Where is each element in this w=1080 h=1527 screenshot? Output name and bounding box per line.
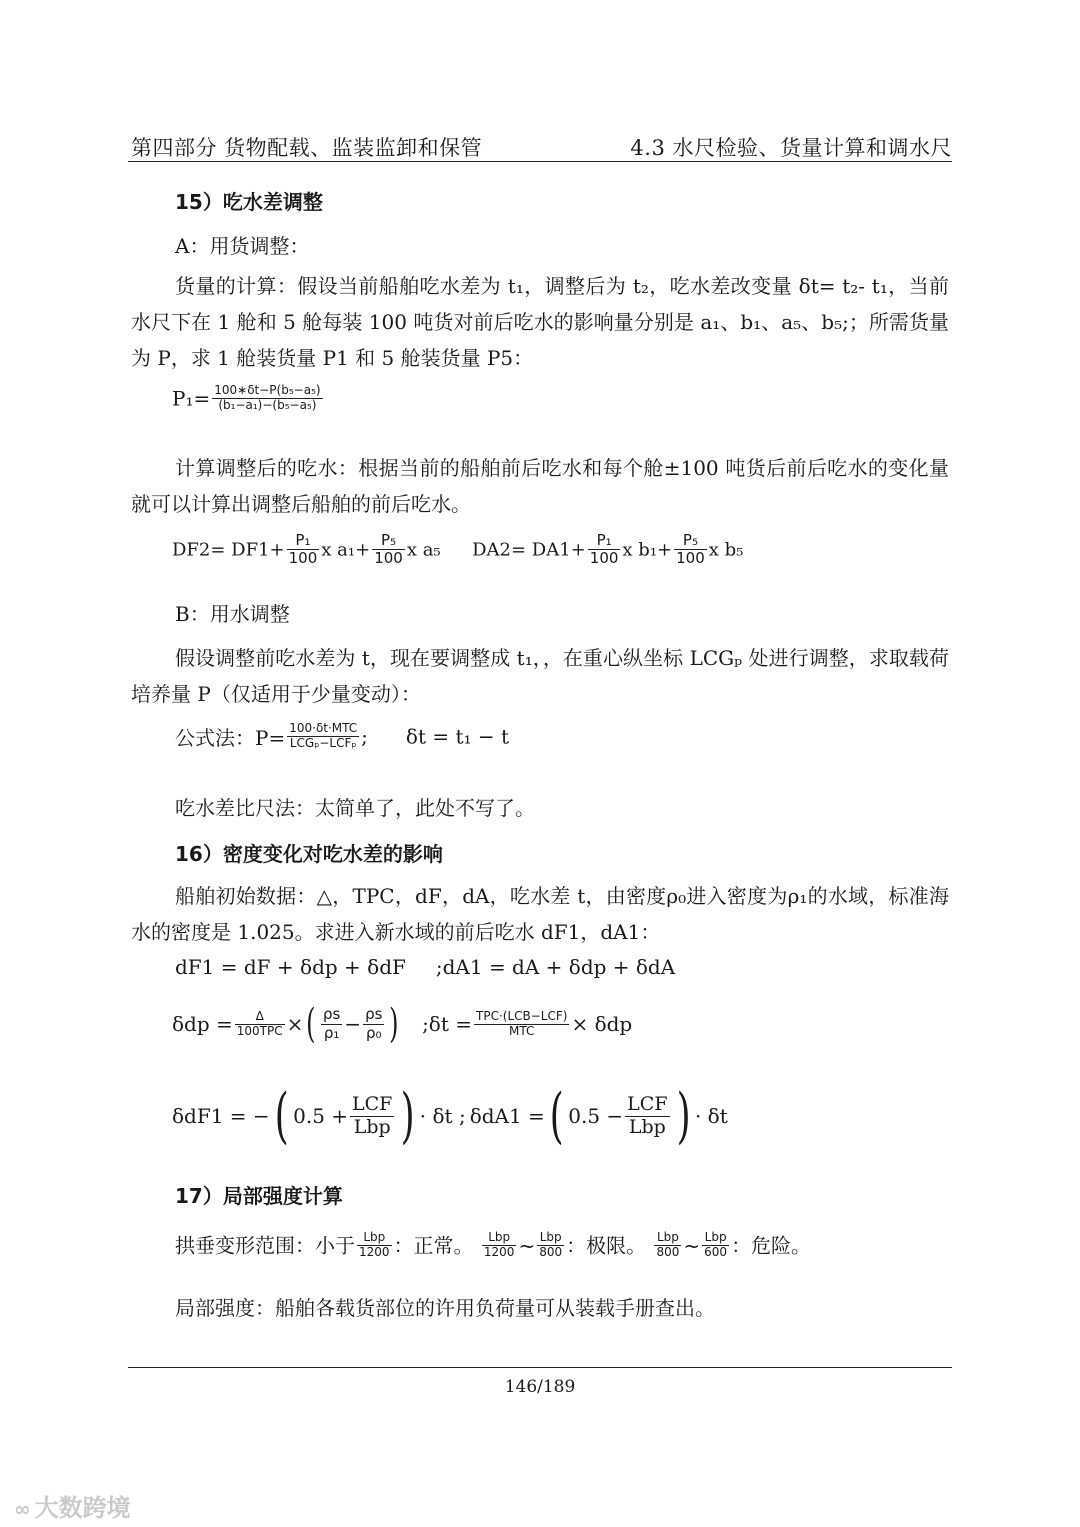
formula-lhs: P₁=	[172, 386, 211, 411]
footer-divider	[128, 1367, 952, 1368]
paragraph-text: 计算调整后的吃水：根据当前的船舶前后吃水和每个舱±100 吨货后前后吃水的变化量就可以计算出调整后船舶的前后吃水。	[131, 456, 949, 516]
section-17-heading: 17）局部强度计算	[175, 1184, 343, 1208]
formula-denominator: (b₁−a₁)−(b₅−a₅)	[218, 397, 317, 412]
watermark-logo-icon: ∞	[14, 1497, 31, 1521]
subsection-a-title: A：用货调整：	[175, 234, 310, 258]
fraction-lbp: Lbp	[353, 1115, 391, 1138]
section-15-heading: 15）吃水差调整	[175, 190, 323, 214]
fraction-800: 800	[656, 1245, 680, 1259]
subsection-b-title: B：用水调整	[175, 602, 290, 626]
section-16-heading: 16）密度变化对吃水差的影响	[175, 842, 443, 866]
paragraph-text: 货量的计算：假设当前船舶吃水差为 t₁，调整后为 t₂，吃水差改变量 δt= t₂- t₁，当前水尺下在 1 舱和 5 舱每装 100 吨货对前后吃水的影响量分别是 a₁、b₁、a₅、b₅;；所需货量为 P，求 1 舱装货量 P1 和 5 舱装货量 P5：	[131, 274, 949, 370]
formula-da1: ;dA1 = dA + δdp + δdA	[435, 955, 676, 979]
formula-term: x a₅	[406, 539, 441, 561]
paragraph-text: 假设调整前吃水差为 t，现在要调整成 t₁，，在重心纵坐标 LCGₚ 处进行调整，求取载荷培养量 P（仅适用于少量变动）：	[131, 646, 949, 706]
fraction-lbp: Lbp	[628, 1115, 666, 1138]
formula-inner2: 0.5 −	[568, 1104, 624, 1128]
formula-tail: × δdp	[571, 1012, 633, 1036]
watermark	[14, 1488, 131, 1523]
header-section-title: 第四部分 货物配载、监装监卸和保管	[131, 136, 483, 160]
header-subsection-title: 4.3 水尺检验、货量计算和调水尺	[630, 136, 952, 160]
fraction-100: 100	[288, 549, 318, 568]
formula-p1	[172, 384, 325, 413]
tilde: ~	[683, 1233, 701, 1258]
formula-mid: ;δt =	[422, 1012, 472, 1036]
fraction-100tpc: 100TPC	[236, 1023, 283, 1038]
paragraph-text: 船舶初始数据：△，TPC，dF，dA，吃水差 t，由密度ρ₀进入密度为ρ₁的水域，标准海水的密度是 1.025。求进入新水域的前后吃水 dF1，dA1：	[131, 884, 949, 944]
formula-lhs1: δdF1 = −	[172, 1104, 270, 1128]
minus-sign: −	[344, 1012, 362, 1036]
fraction-lbp: Lbp	[702, 1231, 729, 1246]
fraction-lbp: Lbp	[654, 1231, 681, 1246]
paragraph-trim-ratio: 吃水差比尺法：太简单了，此处不写了。	[175, 796, 535, 820]
fraction-100: 100	[676, 549, 705, 568]
formula-parallel-sinkage: δdp = $\frac{\Delta}{\text{100TPC}}$ ×( $\frac{\rho s}{\text{ρ₁}}$ − $\frac{\rho s}{\text{ρ₀}}$ ) ;δt = $\frac{\text{TPC·(LCB−LCF)}}{\text{MTC}}$ × δdp	[172, 1001, 633, 1047]
formula-term: x b₅	[708, 539, 744, 561]
watermark-text: 大数跨境	[34, 1494, 131, 1522]
range-prefix: 拱垂变形范围：小于	[175, 1233, 355, 1258]
formula-tail1: · δt ;	[419, 1104, 466, 1128]
fraction-p5: P₅	[674, 532, 707, 550]
fraction-p1: P₁	[588, 532, 621, 550]
fraction-tpc-lcb-lcf: TPC·(LCB−LCF)	[476, 1008, 568, 1023]
fraction-rho-0: ρ₀	[366, 1023, 382, 1042]
tilde: ~	[518, 1233, 536, 1258]
formula-draft-new-water	[175, 955, 675, 979]
fraction-rho-s: ρs	[323, 1005, 341, 1024]
fraction-100: 100	[374, 549, 403, 568]
fraction-mtc: MTC	[509, 1023, 535, 1038]
fraction-p5: P₅	[372, 532, 405, 550]
formula-draft-after-adjust	[172, 532, 743, 568]
fraction-rho-1: ρ₁	[323, 1023, 340, 1042]
formula-df1: dF1 = dF + δdp + δdF	[175, 955, 406, 979]
fraction-1200: 1200	[359, 1245, 390, 1259]
fraction-lbp: Lbp	[357, 1231, 392, 1246]
formula-rhs: δt = t₁ − t	[405, 724, 510, 749]
formula-inner1: 0.5 +	[293, 1104, 349, 1128]
fraction-1200: 1200	[483, 1245, 515, 1259]
formula-term: x b₁+	[622, 539, 673, 561]
paragraph-density-intro	[131, 878, 949, 950]
formula-numerator: 100·δt·MTC	[289, 721, 358, 736]
range-danger: ：危险。	[731, 1233, 812, 1258]
range-limit: ：极限。	[566, 1233, 647, 1258]
fraction-lbp: Lbp	[537, 1231, 564, 1246]
formula-df-lhs: DF2= DF1+	[172, 539, 285, 561]
paragraph-cargo-calc	[131, 268, 949, 376]
formula-trim-change: δdF1 = −( 0.5 + $\frac{\text{LCF}}{\text{Lbp}}$ ) · δt ; δdA1 =( 0.5 − $\frac{\text{LCF}}{\text{Lbp}}$ ) · δt	[172, 1081, 728, 1151]
times-sign: ×	[286, 1012, 304, 1036]
fraction-lcf: LCF	[627, 1092, 668, 1115]
formula-term: x a₁+	[321, 539, 371, 561]
formula-weight-method	[175, 722, 509, 751]
formula-lhs: δdp =	[172, 1012, 233, 1036]
fraction-lbp: Lbp	[482, 1231, 517, 1246]
formula-da-lhs: DA2= DA1+	[472, 539, 586, 561]
fraction-100: 100	[589, 549, 619, 568]
formula-separator: ;	[361, 724, 368, 749]
formula-lhs: 公式法：P=	[175, 726, 286, 750]
formula-tail2: · δt	[694, 1104, 728, 1128]
fraction-p1: P₁	[287, 532, 320, 550]
formula-denominator: LCGₚ−LCFₚ	[289, 736, 357, 750]
paragraph-adjusted-draft	[131, 450, 949, 522]
paragraph-local-strength: 局部强度：船舶各载货部位的许用负荷量可从装载手册查出。	[175, 1296, 715, 1320]
paragraph-water-adjust	[131, 640, 949, 712]
fraction-delta: Δ	[235, 1010, 285, 1025]
fraction-rho-s: ρs	[365, 1005, 383, 1024]
formula-lhs2: δdA1 =	[469, 1104, 545, 1128]
paragraph-hog-sag-range	[175, 1226, 811, 1264]
fraction-600: 600	[704, 1245, 728, 1259]
fraction-800: 800	[539, 1245, 563, 1259]
fraction-lcf: LCF	[352, 1092, 393, 1115]
formula-numerator: 100∗δt−P(b₅−a₅)	[214, 383, 321, 397]
range-normal: ：正常。	[393, 1233, 474, 1258]
header-divider	[128, 161, 952, 162]
page-number: 146/189	[504, 1377, 576, 1397]
